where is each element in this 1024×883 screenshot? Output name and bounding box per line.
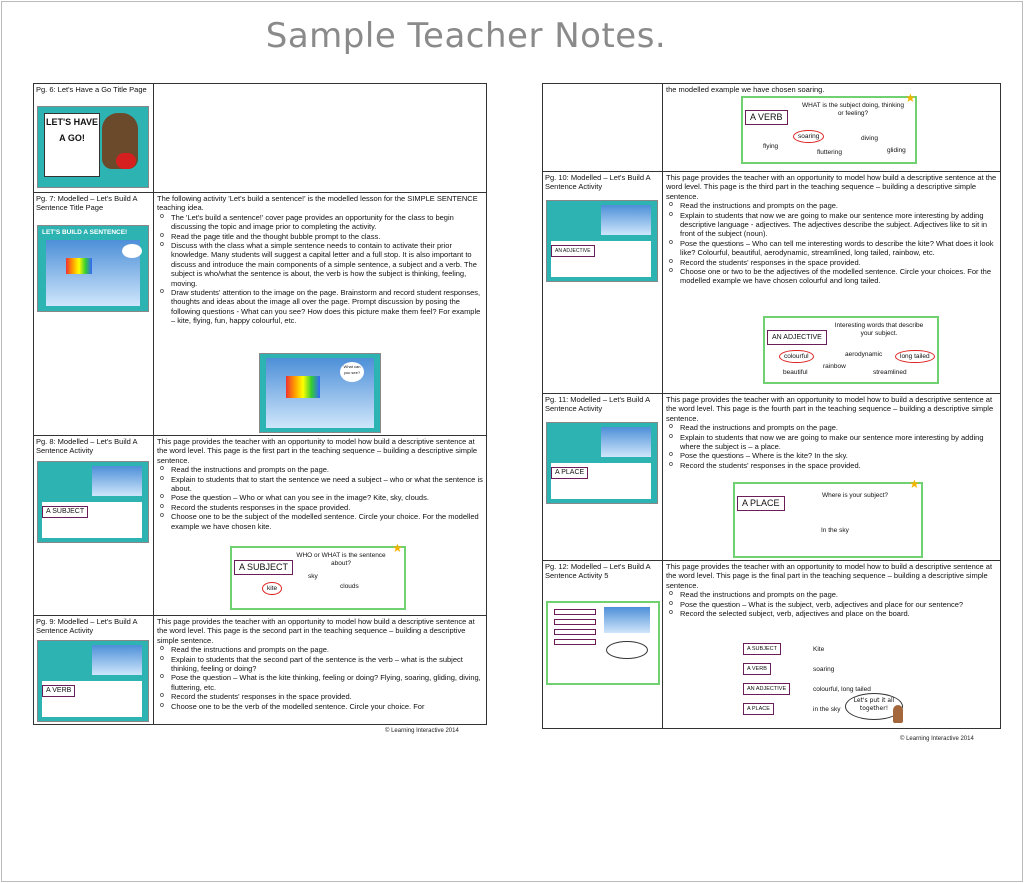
card-word-circled: colourful	[779, 350, 814, 363]
adjective-activity-thumbnail	[546, 200, 658, 282]
note-bullet: o Pose the questions – Where is the kite? In the sky.	[666, 451, 997, 460]
note-bullet: o Record the selected subject, verb, adjectives and place on the board.	[666, 609, 997, 618]
table-row	[34, 615, 486, 725]
note-bullet: o Discuss with the class what a simple sentence needs to contain to activate their prior knowledge. Many students will suggest a capital letter and a full stop. It is also important to discuss and introduce the main components of a simple sentence, a subject and a verb. The subject is who/what the sentence is about, the verb is how the subject is thinking, feeling, moving.	[157, 241, 483, 288]
adjective-card	[763, 316, 939, 384]
row-label-cell	[34, 616, 154, 725]
verb-card	[741, 91, 917, 164]
place-activity-thumbnail	[546, 422, 658, 504]
note-bullet: o Explain to students that the second part of the sentence is the verb – what is the subject thinking, feeling or doing?	[157, 655, 483, 674]
boxing-glove-icon	[116, 153, 136, 169]
thumb-caption: LET'S BUILD A SENTENCE!	[42, 229, 128, 236]
summary-tag: A PLACE	[743, 703, 774, 715]
card-word-circled: kite	[262, 582, 282, 595]
summary-activity-thumbnail	[546, 601, 660, 685]
row-intro: This page provides the teacher with an opportunity to model how build a descriptive sentence at the word level. This page is the second part in the teaching sequence – building a descriptive simple sentence.	[157, 617, 475, 645]
card-word: aerodynamic	[845, 351, 883, 358]
kite-icon	[286, 376, 320, 398]
summary-word: soaring	[813, 666, 835, 673]
summary-tag: A SUBJECT	[743, 643, 781, 655]
note-bullet: o Record the students' responses in the space provided.	[666, 461, 997, 470]
note-bullet: o Read the instructions and prompts on the page.	[157, 645, 483, 654]
page-title: Sample Teacher Notes.	[265, 16, 667, 56]
note-bullet: o Choose one or two to be the adjectives of the modelled sentence. Circle your choices. For the modelled example we have chosen colourful and long tailed.	[666, 267, 997, 286]
row-label: Pg. 10: Modelled – Let's Build A Sentence Activity	[545, 173, 651, 191]
row-label: Pg. 9: Modelled – Let's Build A Sentence Activity	[36, 617, 138, 635]
lets-build-a-sentence-thumbnail	[37, 225, 149, 312]
kite-picture	[259, 353, 381, 433]
thumb-tag: A PLACE	[551, 467, 588, 479]
note-bullet: o Explain to students that now we are going to make our sentence more interesting by adding where the subject is – a place.	[666, 433, 997, 452]
card-question: Where is your subject?	[821, 492, 889, 499]
card-tag: AN ADJECTIVE	[767, 330, 827, 345]
thumb-tag: A SUBJECT	[42, 506, 88, 518]
row-label-cell	[34, 84, 154, 192]
row-notes-cell	[154, 616, 486, 727]
row-intro: This page provides the teacher with an opportunity to model how build a descriptive sentence at the word level. This page is the third part in the teaching sequence – building a descriptive simple sentence.	[666, 173, 997, 201]
thumb-caption: LET'S HAVE A GO!	[44, 113, 100, 177]
note-bullet: o Read the page title and the thought bubble prompt to the class.	[157, 232, 483, 241]
note-bullet: o Pose the question – What is the subject, verb, adjectives and place for our sentence?	[666, 600, 997, 609]
speech-bubble: Let's put it all together!	[845, 693, 903, 720]
row-intro: This page provides the teacher with an opportunity to model how to build a descriptive sentence at the word level. This page is the fourth part in the teaching sequence – building a descriptive simple sentence.	[666, 395, 994, 423]
note-bullet: o Pose the question – What is the kite thinking, feeling or doing? Flying, soaring, gliding, diving, fluttering, etc.	[157, 673, 483, 692]
note-bullet: o Choose one to be the subject of the modelled sentence. Circle your choice. For the modelled example we have chosen kite.	[157, 512, 483, 531]
row-label-cell	[34, 436, 154, 616]
note-bullet: o Explain to students that to start the sentence we need a subject – who or what the sentence is about.	[157, 475, 483, 494]
note-bullet: o Read the instructions and prompts on the page.	[666, 201, 997, 210]
speech-bubble-icon	[606, 641, 648, 659]
card-tag: A SUBJECT	[234, 560, 293, 575]
row-intro: the modelled example we have chosen soaring.	[666, 85, 825, 94]
table-row	[34, 435, 486, 616]
card-word: In the sky	[821, 527, 849, 534]
table-row	[543, 393, 1000, 561]
summary-word: Kite	[813, 646, 825, 653]
note-bullet: o The 'Let's build a sentence!' cover page provides an opportunity for the class to begin discussing the topic and image prior to completing the activity.	[157, 213, 483, 232]
card-question: WHAT is the subject doing, thinking or feeling?	[801, 102, 904, 117]
row-label-cell	[543, 561, 663, 729]
note-bullet: o Draw students' attention to the image on the page. Brainstorm and record student responses, thoughts and ideas about the image all over the page. Prompt discussion by posing the following questions - What can you see? How does this picture make them feel? For example – kite, flying, fun, happy colourful, etc.	[157, 288, 483, 326]
row-label: Pg. 11: Modelled – Let's Build A Sentence Activity	[545, 395, 650, 413]
row-label-cell	[543, 84, 663, 171]
subject-activity-thumbnail	[37, 461, 149, 543]
note-bullet: o Choose one to be the verb of the modelled sentence. Circle your choice. For	[157, 702, 483, 711]
left-notes-table	[33, 83, 487, 725]
card-word: fluttering	[817, 149, 842, 156]
lets-have-a-go-thumbnail	[37, 106, 149, 188]
row-notes-cell	[154, 436, 486, 618]
kite-icon: ★	[909, 477, 920, 491]
girl-icon	[893, 705, 903, 723]
row-label-cell	[543, 172, 663, 394]
card-word-circled: soaring	[793, 130, 824, 143]
row-label: Pg. 7: Modelled – Let's Build A Sentence Title Page	[36, 194, 138, 212]
note-bullet: o Pose the questions – Who can tell me interesting words to describe the kite? What does it look like? Colourful, beautiful, aerodynamic, streamlined, long tailed, rainbow, etc.	[666, 239, 997, 258]
footer-copyright: © Learning Interactive 2014	[900, 736, 974, 742]
note-bullet: o Record the students' responses in the space provided.	[157, 692, 483, 701]
table-row	[34, 192, 486, 436]
row-intro: This page provides the teacher with an opportunity to model how build a descriptive sentence at the word level. This page is the first part in the teaching sequence – building a descriptive simple sentence.	[157, 437, 478, 465]
card-tag: A PLACE	[737, 496, 785, 511]
card-word: rainbow	[823, 363, 846, 370]
card-word: sky	[308, 573, 318, 580]
right-notes-table	[542, 83, 1001, 729]
card-word: beautiful	[783, 369, 808, 376]
card-tag: A VERB	[745, 110, 788, 125]
subject-card	[230, 541, 406, 610]
verb-activity-thumbnail	[37, 640, 149, 722]
card-question: WHO or WHAT is the sentence about?	[296, 552, 386, 567]
note-bullet: o Record the students' responses in the space provided.	[666, 258, 997, 267]
thought-bubble-icon	[122, 244, 142, 258]
row-notes-cell	[663, 394, 1000, 563]
row-notes-cell	[663, 172, 1000, 396]
card-word: clouds	[340, 583, 359, 590]
card-word: diving	[861, 135, 878, 142]
note-bullet: o Pose the question – Who or what can you see in the image? Kite, sky, clouds.	[157, 493, 483, 502]
footer-copyright: © Learning Interactive 2014	[385, 728, 459, 734]
thumb-tag: A VERB	[42, 685, 75, 697]
kite-icon: ★	[392, 541, 403, 555]
row-notes-cell	[154, 84, 486, 192]
row-label-cell	[34, 193, 154, 436]
summary-card	[739, 639, 915, 727]
row-label-cell	[543, 394, 663, 561]
row-label: Pg. 12: Modelled – Let's Build A Sentence Activity 5	[545, 562, 651, 580]
card-word-circled: long tailed	[895, 350, 935, 363]
table-row	[543, 84, 1000, 171]
row-notes-cell	[663, 84, 1000, 173]
kite-icon	[66, 258, 92, 274]
card-word: gliding	[887, 147, 906, 154]
card-word: flying	[763, 143, 779, 150]
row-intro: This page provides the teacher with an opportunity to model how to build a descriptive sentence at the word level. This page is the final part in the teaching sequence – building a descriptive simple sentence.	[666, 562, 993, 590]
table-row	[543, 560, 1000, 729]
table-row	[34, 84, 486, 192]
kite-icon: ★	[905, 91, 916, 105]
table-row	[543, 171, 1000, 394]
row-intro: The following activity 'Let's build a sentence!' is the modelled lesson for the SIMPLE SENTENCE teaching idea.	[157, 194, 478, 213]
note-bullet: o Read the instructions and prompts on the page.	[666, 423, 997, 432]
summary-word: colourful, long tailed	[813, 686, 871, 693]
card-word: streamlined	[873, 369, 907, 376]
summary-word: in the sky	[813, 706, 841, 713]
card-question: Interesting words that describe your subject.	[834, 322, 924, 337]
row-notes-cell	[154, 193, 486, 438]
summary-tag: AN ADJECTIVE	[743, 683, 790, 695]
note-bullet: o Explain to students that now we are going to make our sentence more interesting by adding descriptive language - adjectives. The adjectives describe the subject. Adjectives like to sit in front of the subject (noun).	[666, 211, 997, 239]
thought-bubble: What can you see?	[340, 362, 364, 382]
row-notes-cell	[663, 561, 1000, 731]
row-label: Pg. 6: Let's Have a Go Title Page	[36, 85, 147, 94]
place-card	[733, 477, 923, 558]
note-bullet: o Read the instructions and prompts on the page.	[666, 590, 997, 599]
row-label: Pg. 8: Modelled – Let's Build A Sentence Activity	[36, 437, 138, 455]
thumb-tag: AN ADJECTIVE	[551, 245, 595, 257]
note-bullet: o Read the instructions and prompts on the page.	[157, 465, 483, 474]
note-bullet: o Record the students responses in the space provided.	[157, 503, 483, 512]
summary-tag: A VERB	[743, 663, 771, 675]
